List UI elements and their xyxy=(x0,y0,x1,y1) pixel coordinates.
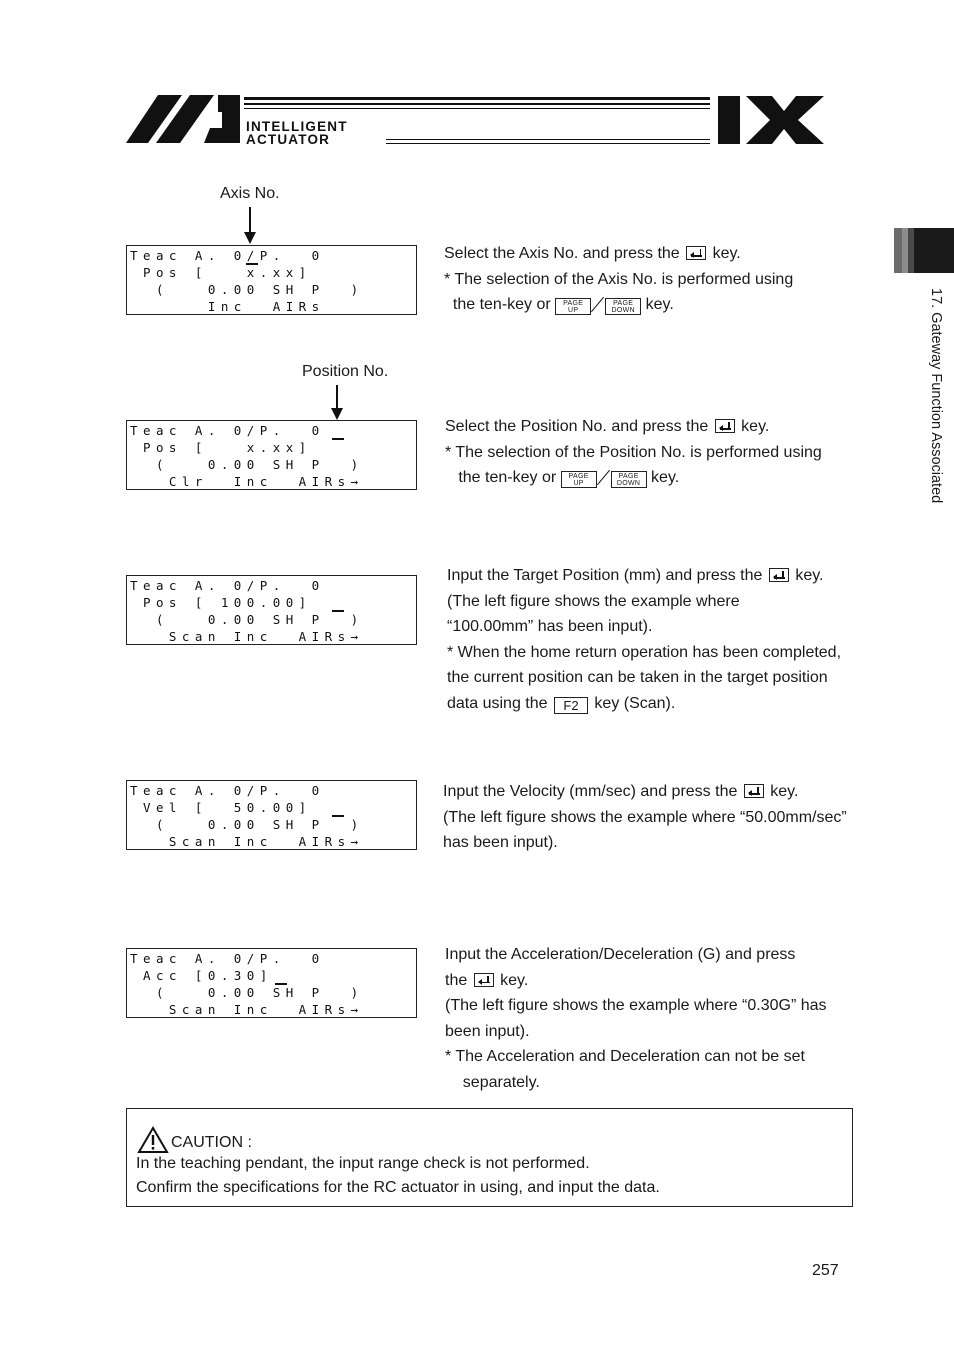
logo-word-actuator: ACTUATOR xyxy=(246,132,331,147)
lcd-line: Pos [ 100.00] xyxy=(130,595,312,610)
lcd-line: ( 0.00 SH P ) xyxy=(130,985,364,1000)
lcd-line: Clr Inc AIRs→ xyxy=(130,474,364,489)
caution-box xyxy=(126,1108,853,1207)
lcd-display-axis xyxy=(126,245,417,315)
lcd-line: Vel [ 50.00] xyxy=(130,800,312,815)
header-rule-mid xyxy=(244,103,710,105)
chapter-label: 17. Gateway Function Associated xyxy=(928,288,944,504)
lcd-line: Teac A. 0/P. 0 xyxy=(130,951,325,966)
lcd-line: Teac A. 0/P. 0 xyxy=(130,578,325,593)
enter-key-icon xyxy=(474,973,494,987)
lcd-line: Pos [ x.xx] xyxy=(130,265,312,280)
lcd-line: Teac A. 0/P. 0 xyxy=(130,783,325,798)
enter-key-icon xyxy=(769,568,789,582)
enter-key-icon xyxy=(744,784,764,798)
caution-line-2: Confirm the specifications for the RC actuator in using, and input the data. xyxy=(136,1179,660,1196)
chapter-tab xyxy=(894,228,954,273)
callout-axis-no: Axis No. xyxy=(220,185,280,202)
lcd-display-position xyxy=(126,420,417,490)
lcd-cursor xyxy=(332,438,344,440)
slash-separator xyxy=(597,469,611,485)
lcd-line: Scan Inc AIRs→ xyxy=(130,834,364,849)
slash-separator xyxy=(591,296,605,312)
lcd-display-acceleration xyxy=(126,948,417,1018)
logo-word-intelligent: INTELLIGENT xyxy=(246,119,348,134)
lcd-cursor xyxy=(332,610,344,612)
enter-key-icon xyxy=(715,419,735,433)
callout-arrowhead-axis xyxy=(244,232,256,244)
caution-title-text: CAUTION : xyxy=(171,1133,252,1151)
description-acceleration: Input the Acceleration/Deceleration (G) and press the key. (The left figure shows the example where “0.30G” has been input). * The Acceleration and Deceleration can not be set separately. xyxy=(445,946,827,1091)
header-rule-low xyxy=(244,108,710,109)
lcd-line: ( 0.00 SH P ) xyxy=(130,457,364,472)
lcd-line: Scan Inc AIRs→ xyxy=(130,629,364,644)
description-axis: Select the Axis No. and press the key. * The selection of the Axis No. is performed using the ten-key or PAGE UPPAGE DOWN key. xyxy=(444,245,794,315)
page-number: 257 xyxy=(812,1262,839,1279)
lcd-line: Pos [ x.xx] xyxy=(130,440,312,455)
ia-logo-mark xyxy=(126,94,242,149)
page-up-key-icon: PAGE UP xyxy=(561,471,597,488)
callout-arrow-position xyxy=(336,385,338,409)
lcd-line: ( 0.00 SH P ) xyxy=(130,612,364,627)
page-down-key-icon: PAGE DOWN xyxy=(605,298,641,315)
f2-key-icon: F2 xyxy=(554,697,588,714)
page-up-key-icon: PAGE UP xyxy=(555,298,591,315)
callout-arrowhead-position xyxy=(331,408,343,420)
callout-arrow-axis xyxy=(249,207,251,233)
ix-logo xyxy=(716,95,828,150)
lcd-line: Scan Inc AIRs→ xyxy=(130,1002,364,1017)
lcd-cursor xyxy=(246,263,258,265)
description-position: Select the Position No. and press the key. * The selection of the Position No. is performed using the ten-key or PAGE UPPAGE DOWN key. xyxy=(445,418,822,488)
description-target-position: Input the Target Position (mm) and press the key. (The left figure shows the example where “100.00mm” has been input). * When the home return operation has been completed, the current position can be taken in the target position data using the F2 key (Scan). xyxy=(447,567,842,713)
lcd-line: Acc [0.30] xyxy=(130,968,273,983)
callout-position-no: Position No. xyxy=(302,363,389,380)
header-rule-bottom xyxy=(386,139,710,140)
enter-key-icon xyxy=(686,246,706,260)
lcd-line: Inc AIRs xyxy=(130,299,325,314)
lcd-line: ( 0.00 SH P ) xyxy=(130,817,364,832)
lcd-cursor xyxy=(275,983,287,985)
description-velocity: Input the Velocity (mm/sec) and press the key. (The left figure shows the example where “50.00mm/sec” has been input). xyxy=(443,783,847,852)
lcd-line: Teac A. 0/P. 0 xyxy=(130,423,325,438)
header-rule-bottom2 xyxy=(386,143,710,144)
lcd-line: Teac A. 0/P. 0 xyxy=(130,248,325,263)
lcd-cursor xyxy=(332,815,344,817)
caution-line-1: In the teaching pendant, the input range check is not performed. xyxy=(136,1155,590,1172)
page-down-key-icon: PAGE DOWN xyxy=(611,471,647,488)
lcd-display-velocity xyxy=(126,780,417,850)
lcd-line: ( 0.00 SH P ) xyxy=(130,282,364,297)
lcd-display-target-position xyxy=(126,575,417,645)
header-rule-top xyxy=(244,97,710,100)
